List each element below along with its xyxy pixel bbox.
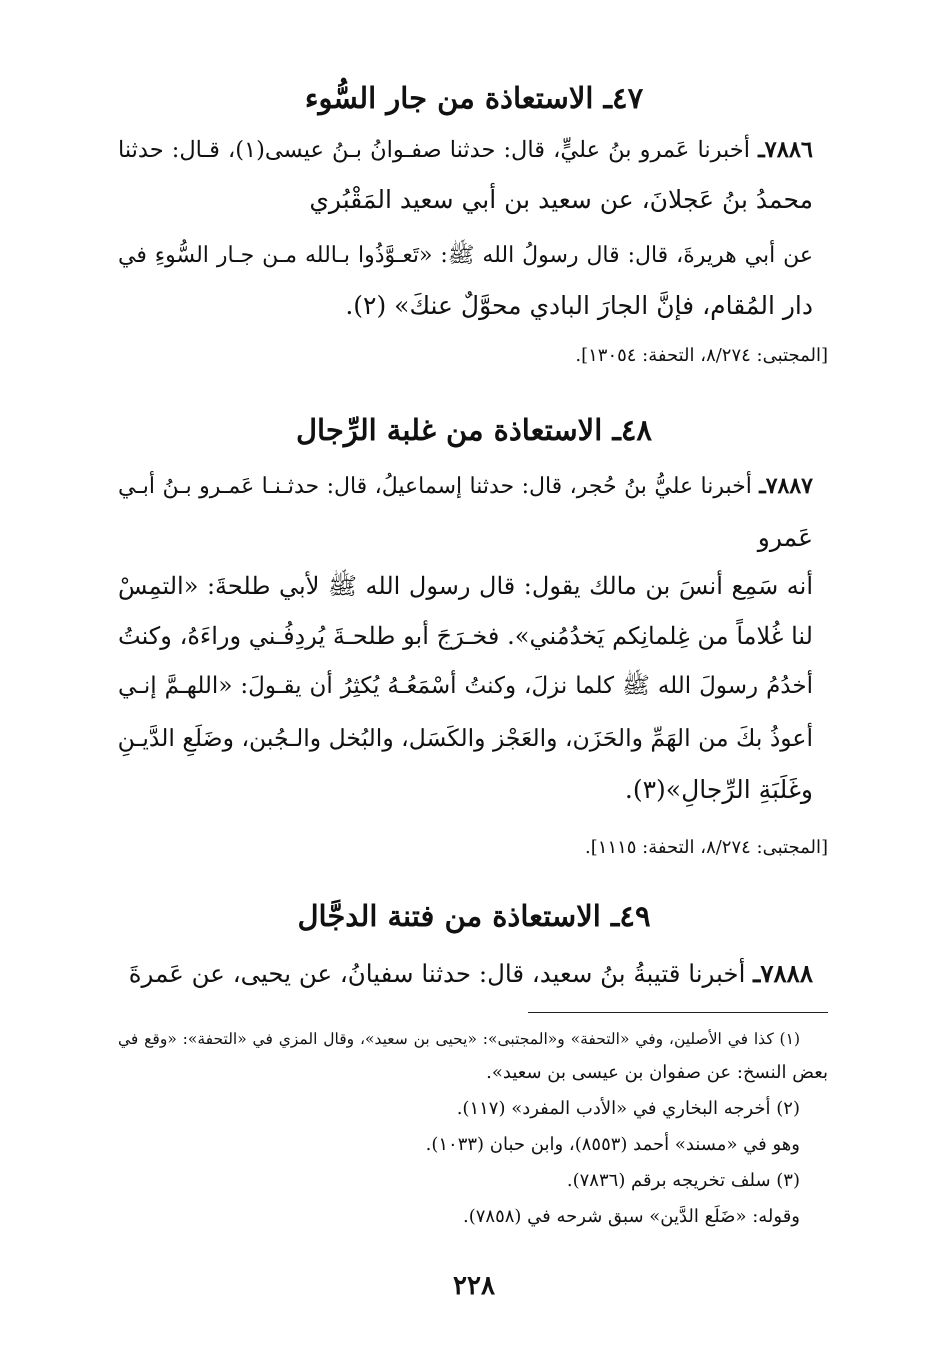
page-number: ٢٢٨	[453, 1271, 495, 1301]
footnote-2-continued: وهو في «مسند» أحمد (٨٥٥٣)، وابن حبان (١٠٣٣).	[425, 1134, 800, 1155]
chapter-heading-48: ٤٨ـ الاستعاذة من غلبة الرِّجال	[295, 413, 653, 447]
footnote-2: (٢) أخرجه البخاري في «الأدب المفرد» (١١٧).	[456, 1098, 800, 1119]
hadith-7887-line-6: أعوذُ بكَ من الهَمِّ والحَزَن، والعَجْز والكَسَل، والبُخل والـجُبن، وضَلَعِ الدَّيـنِ	[118, 724, 813, 752]
footnote-3-continued: وقوله: «ضَلَع الدَّين» سبق شرحه في (٧٨٥٨).	[463, 1206, 800, 1227]
hadith-7888-line-1: ٧٨٨٨ـ أخبرنا قتيبةُ بنُ سعيد، قال: حدثنا سفيانُ، عن يحيى، عن عَمرةَ	[128, 959, 813, 988]
hadith-7887-line-4: لنا غُلاماً من غِلمانِكم يَخدُمُني». فخـرَجَ أبو طلحـةَ يُردِفُـني وراءَهُ، وكنتُ	[118, 622, 813, 650]
hadith-7886-line-1: ٧٨٨٦ـ أخبرنا عَمرو بنُ عليٍّ، قال: حدثنا صفـوانُ بـنُ عيسى(١)، قـال: حدثنا	[118, 137, 813, 163]
hadith-7887-line-7: وغَلَبَةِ الرِّجالِ»(٣).	[624, 775, 813, 804]
footnote-1-line-2: بعض النسخ: عن صفوان بن عيسى بن سعيد».	[486, 1062, 828, 1083]
hadith-number-7888: ٧٨٨٨ـ	[753, 959, 813, 988]
hadith-7887-line-1: ٧٨٨٧ـ أخبرنا عليُّ بنُ حُجر، قال: حدثنا إسماعيلُ، قال: حدثـنـا عَمـرو بـنُ أبـي	[118, 473, 813, 499]
hadith-7887-source: [المجتبى: ٨/٢٧٤، التحفة: ١١١٥].	[585, 837, 828, 858]
hadith-7886-line-3: عن أبي هريرةَ، قال: قال رسولُ الله ﷺ: «تَعـوَّذُوا بـالله مـن جـار السُّوءِ في	[118, 243, 813, 268]
chapter-heading-49: ٤٩ـ الاستعاذة من فتنة الدجَّال	[297, 899, 651, 933]
hadith-7887-line-5: أخدُمُ رسولَ الله ﷺ كلما نزلَ، وكنتُ أسْمَعُـهُ يُكثِرُ أن يقـولَ: «اللهـمَّ إنـي	[118, 673, 813, 699]
hadith-7886-source: [المجتبى: ٨/٢٧٤، التحفة: ١٣٠٥٤].	[575, 345, 828, 366]
hadith-7886-line-2: محمدُ بنُ عَجلانَ، عن سعيد بن أبي سعيد المَقْبُري	[309, 185, 813, 214]
footnote-1-line-1: (١) كذا في الأصلين، وفي «التحفة» و«المجتبى»: «يحيى بن سعيد»، وقال المزي في «التحفة»: «وقع في	[118, 1030, 800, 1048]
chapter-heading-47: ٤٧ـ الاستعاذة من جار السُّوء	[304, 81, 644, 115]
hadith-7886-line-4: دار المُقام، فإنَّ الجارَ البادي محوَّلٌ عنكَ» (٢).	[345, 291, 813, 320]
hadith-7887-line-2: عَمرو	[757, 523, 813, 552]
hadith-number-7887: ٧٨٨٧ـ	[759, 473, 813, 499]
footnote-separator	[528, 1012, 828, 1013]
footnote-3: (٣) سلف تخريجه برقم (٧٨٣٦).	[566, 1170, 800, 1191]
hadith-7887-line-3: أنه سَمِع أنسَ بن مالك يقول: قال رسول الله ﷺ لأبي طلحةَ: «التمِسْ	[118, 572, 813, 600]
hadith-number-7886: ٧٨٨٦ـ	[758, 137, 813, 163]
